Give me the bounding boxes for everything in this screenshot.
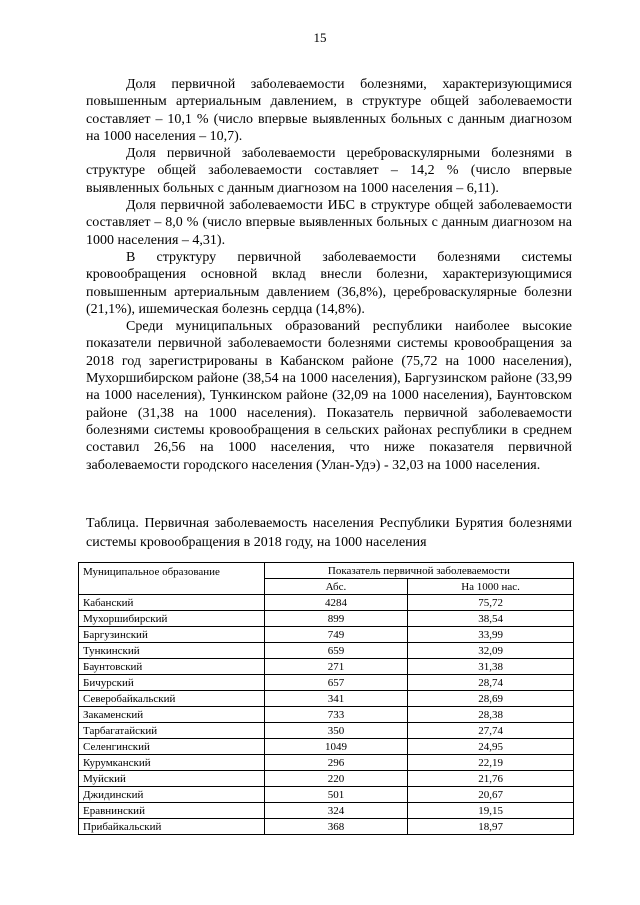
cell-absolute: 899 [264, 611, 407, 627]
cell-absolute: 749 [264, 627, 407, 643]
table-caption: Таблица. Первичная заболеваемость населения Республики Бурятия болезнями системы кровообращения в 2018 году, на 1000 населения [86, 516, 572, 550]
cell-absolute: 733 [264, 707, 407, 723]
cell-per-1000: 32,09 [408, 643, 574, 659]
cell-per-1000: 33,99 [408, 627, 574, 643]
cell-absolute: 220 [264, 771, 407, 787]
cell-municipality: Прибайкальский [79, 819, 265, 835]
cell-per-1000: 75,72 [408, 595, 574, 611]
table-row [79, 691, 574, 707]
cell-municipality: Тарбагатайский [79, 723, 265, 739]
cell-absolute: 501 [264, 787, 407, 803]
cell-municipality: Закаменский [79, 707, 265, 723]
cell-municipality: Селенгинский [79, 739, 265, 755]
table-row [79, 707, 574, 723]
cell-municipality: Баунтовский [79, 659, 265, 675]
table-header-row [79, 563, 574, 579]
header-municipality: Муниципальное образование [79, 563, 265, 595]
paragraph-hypertension-share: Доля первичной заболеваемости болезнями, характеризующимися повышенным артериальным давлением, в структуре общей заболеваемости составляет – 10,1 % (число впервые выявленных больных с данным диагнозом на 1000 населения – 10,7). [86, 77, 572, 144]
table-row [79, 643, 574, 659]
table-row [79, 755, 574, 771]
cell-per-1000: 28,69 [408, 691, 574, 707]
cell-per-1000: 21,76 [408, 771, 574, 787]
cell-municipality: Тункинский [79, 643, 265, 659]
paragraph-structure-contribution: В структуру первичной заболеваемости болезнями системы кровообращения основной вклад внесли болезни, характеризующимися повышенным артериальным давлением (36,8%), цереброваскулярные болезни (21,1%), ишемическая болезнь сердца (14,8%). [86, 249, 572, 317]
cell-municipality: Мухоршибирский [79, 611, 265, 627]
paragraph-cerebrovascular-share: Доля первичной заболеваемости цереброваскулярными болезнями в структуре общей заболеваемости составляет – 14,2 % (число впервые выявленных больных с данным диагнозом на 1000 населения – 6,11). [86, 146, 572, 196]
table-row [79, 659, 574, 675]
paragraph-municipal-rates: Среди муниципальных образований республики наиболее высокие показатели первичной заболеваемости болезнями системы кровообращения за 2018 год зарегистрированы в Кабанском районе (75,72 на 1000 населения), Мухоршибирском районе (38,54 на 1000 населения), Баргузинском районе (33,99 на 1000 населения), Тункинском районе (32,09 на 1000 населения), Баунтовском районе (31,38 на 1000 населения). Показатель первичной заболеваемости болезнями системы кровообращения в сельских районах республики в среднем составил 26,56 на 1000 населения, что ниже показателя первичной заболеваемости городского населения (Улан-Удэ) - 32,03 на 1000 населения. [86, 319, 572, 473]
table-row [79, 771, 574, 787]
cell-municipality: Бичурский [79, 675, 265, 691]
paragraph-ihd-share: Доля первичной заболеваемости ИБС в структуре общей заболеваемости составляет – 8,0 % (число впервые выявленных больных с данным диагнозом на 1000 населения – 4,31). [86, 198, 572, 248]
cell-per-1000: 24,95 [408, 739, 574, 755]
cell-absolute: 271 [264, 659, 407, 675]
table-row [79, 787, 574, 803]
cell-absolute: 659 [264, 643, 407, 659]
cell-municipality: Северобайкальский [79, 691, 265, 707]
cell-municipality: Еравнинский [79, 803, 265, 819]
cell-municipality: Муйский [79, 771, 265, 787]
cell-absolute: 1049 [264, 739, 407, 755]
table-row [79, 739, 574, 755]
cell-absolute: 657 [264, 675, 407, 691]
cell-per-1000: 31,38 [408, 659, 574, 675]
body-text [86, 76, 572, 474]
cell-per-1000: 28,38 [408, 707, 574, 723]
cell-absolute: 341 [264, 691, 407, 707]
cell-absolute: 368 [264, 819, 407, 835]
table-row [79, 723, 574, 739]
cell-absolute: 4284 [264, 595, 407, 611]
cell-municipality: Джидинский [79, 787, 265, 803]
table-row [79, 675, 574, 691]
cell-per-1000: 20,67 [408, 787, 574, 803]
header-absolute: Абс. [264, 579, 407, 595]
header-per-1000: На 1000 нас. [408, 579, 574, 595]
cell-absolute: 350 [264, 723, 407, 739]
cell-absolute: 296 [264, 755, 407, 771]
cell-per-1000: 22,19 [408, 755, 574, 771]
table-row [79, 819, 574, 835]
cell-municipality: Кабанский [79, 595, 265, 611]
table-body [79, 595, 574, 835]
cell-municipality: Баргузинский [79, 627, 265, 643]
cell-per-1000: 28,74 [408, 675, 574, 691]
table-row [79, 627, 574, 643]
cell-per-1000: 19,15 [408, 803, 574, 819]
table-row [79, 595, 574, 611]
page-number: 15 [313, 30, 327, 45]
cell-municipality: Курумканский [79, 755, 265, 771]
table-row [79, 803, 574, 819]
morbidity-table [78, 562, 574, 835]
cell-absolute: 324 [264, 803, 407, 819]
cell-per-1000: 38,54 [408, 611, 574, 627]
cell-per-1000: 27,74 [408, 723, 574, 739]
header-indicator-group: Показатель первичной заболеваемости [264, 563, 573, 579]
cell-per-1000: 18,97 [408, 819, 574, 835]
table-row [79, 611, 574, 627]
